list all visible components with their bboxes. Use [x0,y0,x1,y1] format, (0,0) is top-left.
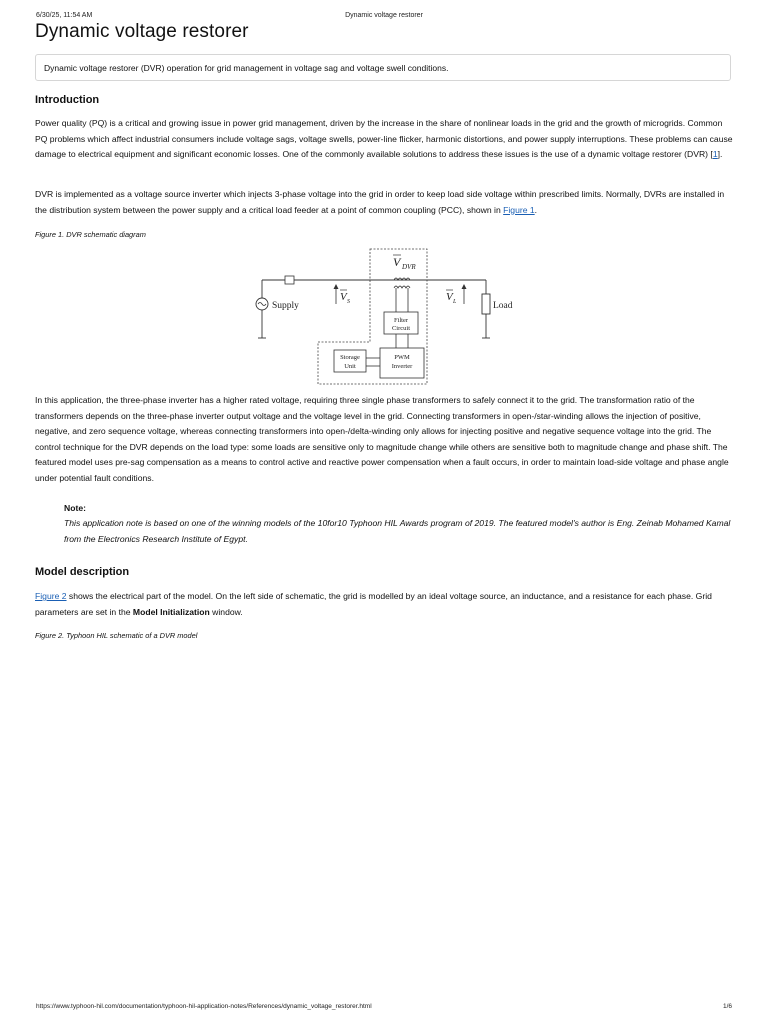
figure-2-caption: Figure 2. Typhoon HIL schematic of a DVR model [35,631,198,640]
intro-p2-text: DVR is implemented as a voltage source inverter which injects 3-phase voltage into the grid in order to keep load side voltage within prescribed limits. Normally, DVRs are installed in the distribution system between the power supply and a critical load feeder at a point of common coupling (PCC), shown in [35,189,725,215]
intro-paragraph-3: In this application, the three-phase inverter has a higher rated voltage, requiring three single phase transformers to safely connect it to the grid. The transformation ratio of the transformers depends on the three-phase inverter output voltage and the voltage level in the grid. Connecting transformers in open-/star-winding allows the injection of positive, negative, and zero sequence voltage, whereas connecting transformers into open-/delta-winding only allows for injecting positive and negative sequence voltage into the grid. The control technique for the DVR depends on the load type: some loads are sensitive only to magnitude change while others are sensitive both to magnitude change and phase shift. The featured model uses pre-sag compensation as a means to control active and reactive power compensation when a fault occurs, in order to maintain load-side voltage and phase angle under potential fault conditions. [35,395,729,483]
storage-label-1: Storage [340,354,360,361]
vs-sub: S [347,299,350,305]
dvr-schematic-diagram [252,246,522,386]
pwm-label-2: Inverter [391,363,413,370]
model-p1-end: window. [209,606,243,617]
model-description-heading: Model description [35,566,130,578]
note-body: This application note is based on one of the winning models of the 10for10 Typhoon HIL Awards program of 2019. The featured model's author is Eng. Zeinab Mohamed Kamal from the Electronics Research Institute of Egypt. [64,518,731,544]
vl-sub: L [453,299,457,305]
figure-2-link[interactable]: Figure 2 [35,591,67,601]
model-p1-text: shows the electrical part of the model. On the left side of schematic, the grid is modelled by an ideal voltage source, an inductance, and a resistance for each phase. Grid parameters are set in the [35,591,712,617]
pwm-label-1: PWM [394,354,410,361]
intro-paragraph-1 [35,116,735,163]
figure-1-caption: Figure 1. DVR schematic diagram [35,230,146,239]
load-label: Load [493,301,513,311]
vdvr-sub: DVR [402,263,416,271]
vdvr-label: V [393,255,401,269]
load-resistor [482,294,490,314]
filter-label-1: Filter [393,317,409,324]
intro-p2-end: . [534,204,538,215]
intro-p1-text: Power quality (PQ) is a critical and growing issue in power grid management, driven by the increase in the share of nonlinear loads in the grid and the growth of microgrids. Common PQ problems which affect industrial consumers include voltage sags, voltage swells, power-line flicker, harmonic distortions, and power supply interruptions. These problems can cause damage to electrical equipment and significant economic losses. One of the commonly available solutions to address these issues is the use of a dynamic voltage restorer (DVR) [ [35,118,733,160]
intro-p1-end: ]. [717,149,723,160]
summary-box [35,54,731,81]
print-page-number: 1/6 [722,1003,732,1010]
breaker-symbol [285,276,294,284]
vl-label: V [446,291,453,303]
transformer-secondary [394,286,410,288]
print-header-title: Dynamic voltage restorer [345,12,423,19]
supply-label: Supply [272,301,299,311]
print-footer-url: https://www.typhoon-hil.com/documentation/typhoon-hil-application-notes/References/dynamic_voltage_restorer.html [36,1003,372,1010]
model-initialization-bold: Model Initialization [132,606,210,617]
print-datetime: 6/30/25, 11:54 AM [36,12,93,19]
storage-label-2: Unit [344,363,356,370]
note-title: Note: [64,503,86,513]
page-title: Dynamic voltage restorer [35,21,249,42]
reference-1-link[interactable]: 1 [712,149,718,160]
model-description-paragraph [35,589,735,620]
intro-paragraph-2 [35,187,735,218]
figure-1-link[interactable]: Figure 1 [503,204,535,215]
summary-text: Dynamic voltage restorer (DVR) operation for grid management in voltage sag and voltage swell conditions. [44,63,449,73]
introduction-heading: Introduction [35,94,100,106]
vs-label: V [340,291,347,303]
filter-label-2: Circuit [391,325,411,332]
